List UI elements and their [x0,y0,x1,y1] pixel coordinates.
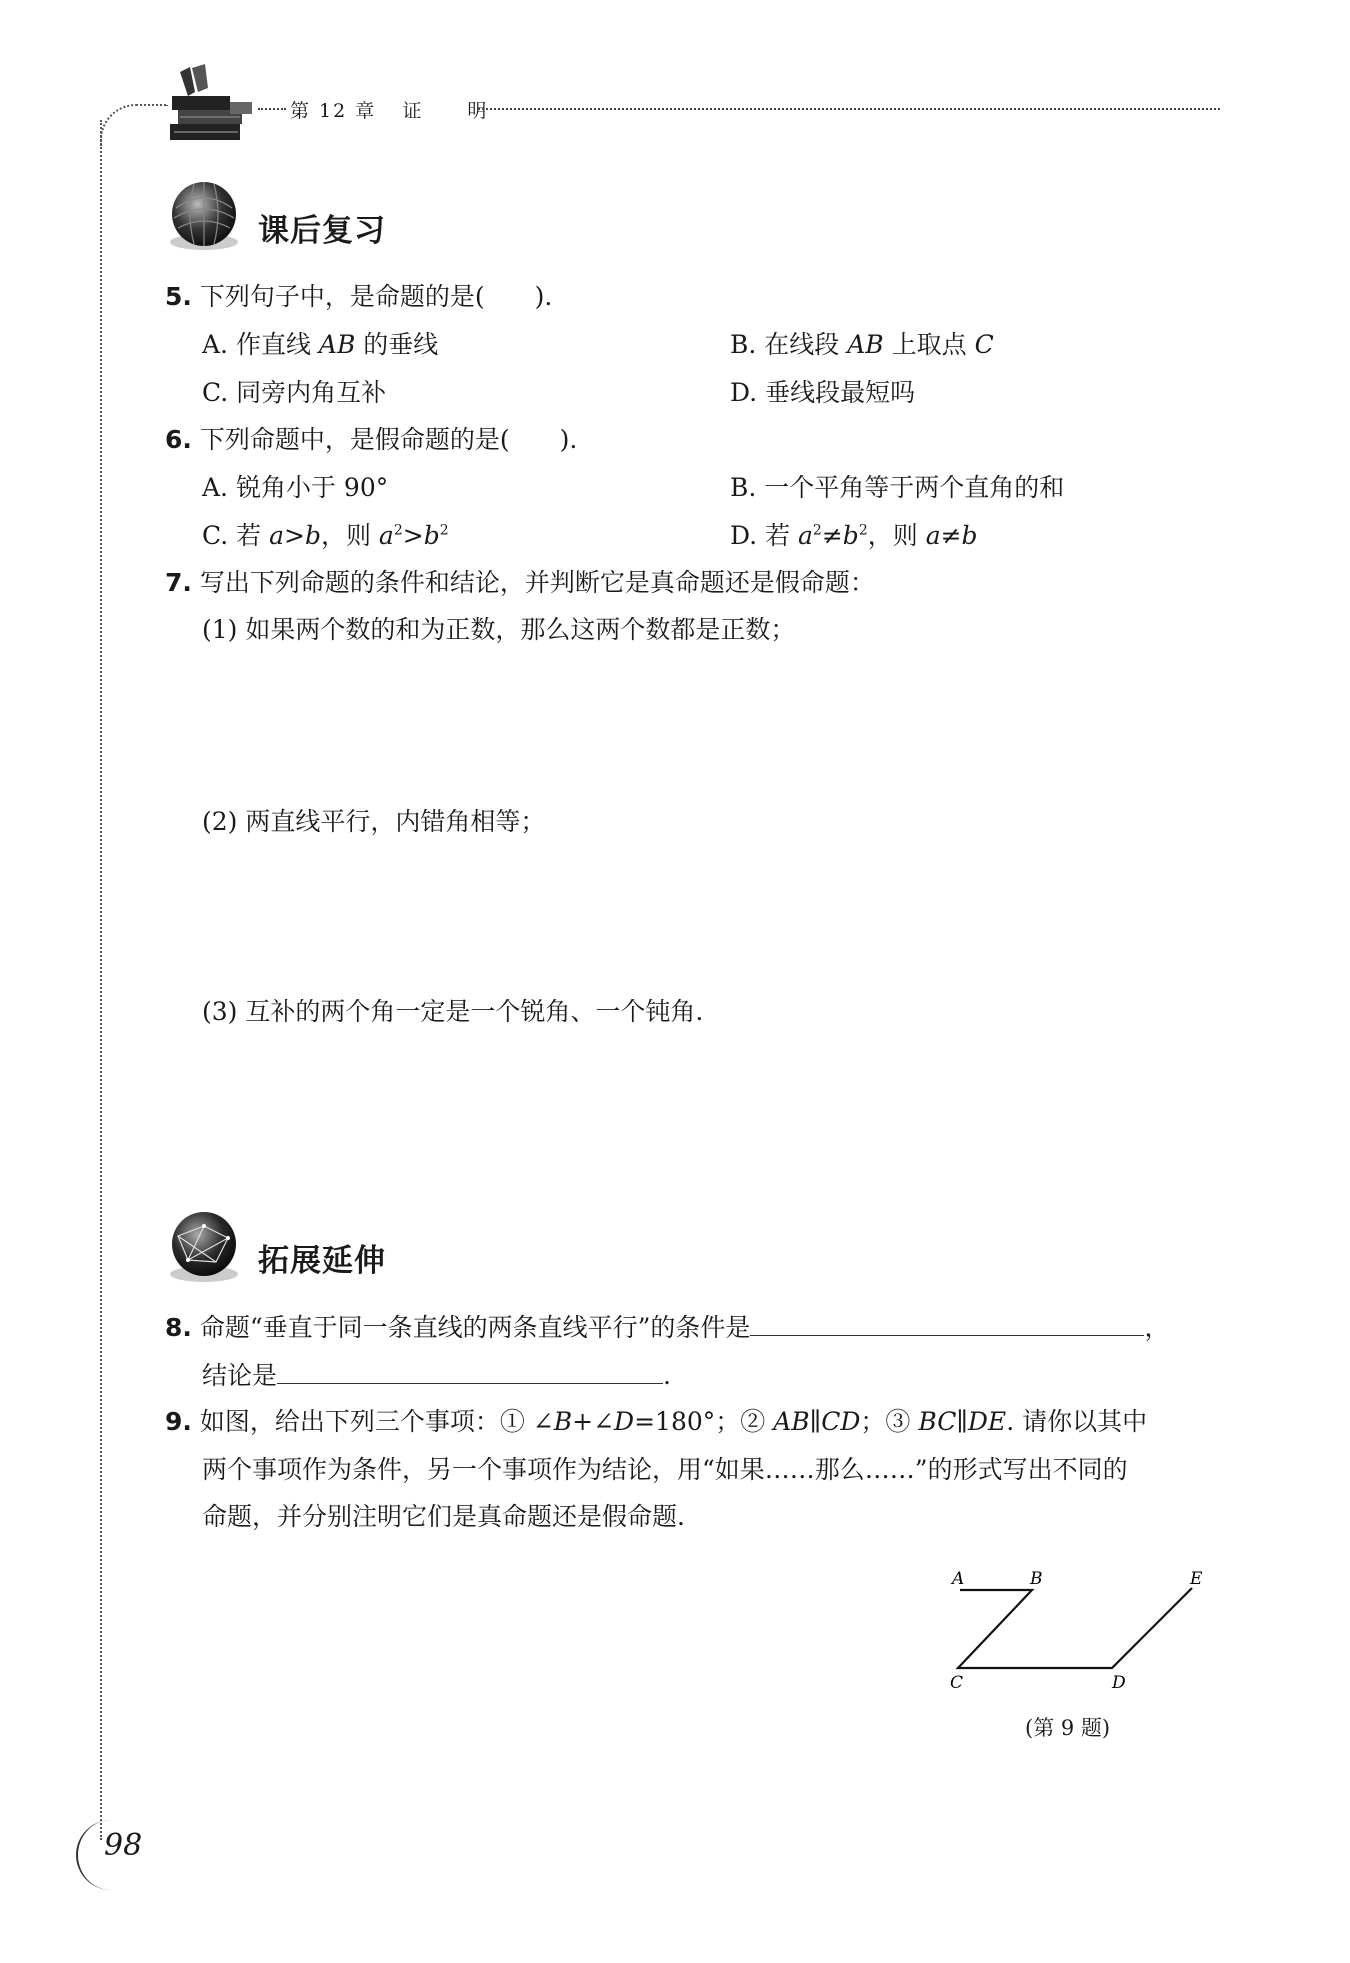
q5-option-a-text1: 作直线 [235,330,319,359]
running-header [290,96,488,123]
q5-option-a-label: A. [202,330,229,359]
fig-label-c: C [950,1673,964,1693]
header-dots-left [258,108,286,110]
q9-parallel-1: ∥ [809,1407,822,1436]
q5-option-d-label: D. [730,378,758,407]
q9-figure [940,1560,1210,1700]
q9-figure-caption: (第 9 题) [1025,1716,1111,1740]
question-6-text: 下列命题中，是假命题的是( ). [199,425,578,454]
q6-d-b: b [842,521,859,550]
q7-part-3: (3) 互补的两个角一定是一个锐角、一个钝角. [202,997,704,1026]
q8-conclusion-label: 结论是 [202,1361,278,1390]
q9-var-ab: AB [773,1407,810,1436]
question-9-line-3: 命题，并分别注明它们是真命题还是假命题. [202,1502,685,1531]
q5-option-c-label: C. [202,378,229,407]
q8-conclusion-blank[interactable] [277,1359,663,1384]
question-9-line-2: 两个事项作为条件，另一个事项作为结论，用“如果……那么……”的形式写出不同的 [202,1455,1128,1484]
question-8-text: 命题“垂直于同一条直线的两条直线平行”的条件是 [199,1313,751,1342]
q6-option-a-text: 锐角小于 90° [235,473,389,502]
q6-d-a: a [798,521,813,550]
margin-dotted-rule [100,120,102,1840]
chapter-label: 第 12 章 [290,100,377,122]
q5-option-b-var1: AB [847,330,884,359]
q9-text-b: +∠ [572,1407,615,1436]
q7-part-2: (2) 两直线平行，内错角相等； [202,807,546,836]
q6-c-pre: 若 [236,521,270,550]
q9-var-bc: BC [918,1407,957,1436]
q5-option-c [202,377,386,409]
q9-figure-lines [958,1588,1192,1668]
q9-var-d: D [614,1407,635,1436]
q6-d-a2: a [925,521,941,550]
question-7-text: 写出下列命题的条件和结论，并判断它是真命题还是假命题： [199,568,875,597]
q6-c-a2: a [378,521,394,550]
q6-c-gt: > [284,521,305,550]
q6-d-sup1: 2 [812,522,822,539]
q9-var-cd: CD [821,1407,861,1436]
question-6-stem [165,424,577,456]
question-5-stem [165,281,552,313]
q6-c-a: a [269,521,284,550]
q9-text-e: . 请你以其中 [1006,1407,1148,1436]
q9-var-b: B [553,1407,573,1436]
q6-option-b-label: B. [730,473,757,502]
question-9-number: 9. [165,1407,192,1436]
fig-label-e: E [1190,1569,1203,1589]
fig-label-d: D [1112,1673,1126,1693]
question-5-number: 5. [165,282,192,311]
question-8-line-2 [202,1359,671,1392]
section-title-extension: 拓展延伸 [258,1243,386,1279]
q6-c-sup2: 2 [439,522,449,539]
question-7-number: 7. [165,568,192,597]
section-title-review: 课后复习 [258,213,386,249]
q6-d-ne: ≠ [821,521,843,550]
question-7-stem [165,567,875,599]
q6-c-gt2: > [402,521,424,550]
q6-d-ne2: ≠ [940,521,962,550]
q6-d-then: ，则 [867,521,926,550]
q6-c-b: b [304,521,321,550]
q6-option-b [730,472,1064,504]
q6-c-sup1: 2 [393,522,403,539]
question-8-line-1 [165,1311,1169,1344]
q5-option-d-text: 垂线段最短吗 [765,378,916,407]
q5-option-c-text: 同旁内角互补 [236,378,387,407]
q8-condition-blank[interactable] [750,1311,1144,1336]
q7-part-1: (1) 如果两个数的和为正数，那么这两个数都是正数； [202,615,796,644]
q6-option-d-label: D. [730,521,758,550]
q5-option-b-label: B. [730,330,757,359]
header-dots-right [478,108,1220,110]
question-9-line-1 [165,1406,1147,1438]
fig-label-b: B [1030,1569,1043,1589]
q8-comma: ， [1144,1313,1170,1342]
q5-option-a-var: AB [318,330,356,359]
q6-option-b-text: 一个平角等于两个直角的和 [764,473,1065,502]
page-number: 98 [104,1828,143,1863]
q6-c-b2: b [423,521,440,550]
margin-curve [100,104,168,146]
question-5-text: 下列句子中，是命题的是( ). [199,282,553,311]
q6-d-b2: b [961,521,978,550]
q5-option-d [730,377,915,409]
question-6-number: 6. [165,425,192,454]
q5-option-a [202,329,438,361]
q9-text-a: 如图，给出下列三个事项：① ∠ [199,1407,554,1436]
q6-d-sup2: 2 [858,522,868,539]
q9-text-d: ；③ [860,1407,919,1436]
q6-d-pre: 若 [765,521,799,550]
header-title-char2: 明 [467,100,489,122]
question-8-number: 8. [165,1313,192,1342]
q9-text-c: =180°；② [634,1407,774,1436]
q5-option-b-text1: 在线段 [764,330,848,359]
q6-option-c-label: C. [202,521,229,550]
q6-c-then: ，则 [320,521,379,550]
globe-network-icon [164,1208,244,1288]
q8-period: . [663,1361,671,1390]
books-logo-icon [160,62,260,152]
q5-option-b-var2: C [974,330,994,359]
q5-option-a-text2: 的垂线 [355,330,439,359]
q6-option-d [730,520,978,552]
q6-option-a-label: A. [202,473,229,502]
q5-option-b [730,329,994,361]
header-title-char1: 证 [402,100,424,122]
q9-parallel-2: ∥ [956,1407,968,1436]
globe-grid-icon [164,178,244,258]
q6-option-a [202,472,388,504]
q6-option-c [202,520,449,552]
fig-label-a: A [952,1569,965,1589]
q9-var-de: DE [967,1407,1007,1436]
q5-option-b-text2: 上取点 [883,330,975,359]
